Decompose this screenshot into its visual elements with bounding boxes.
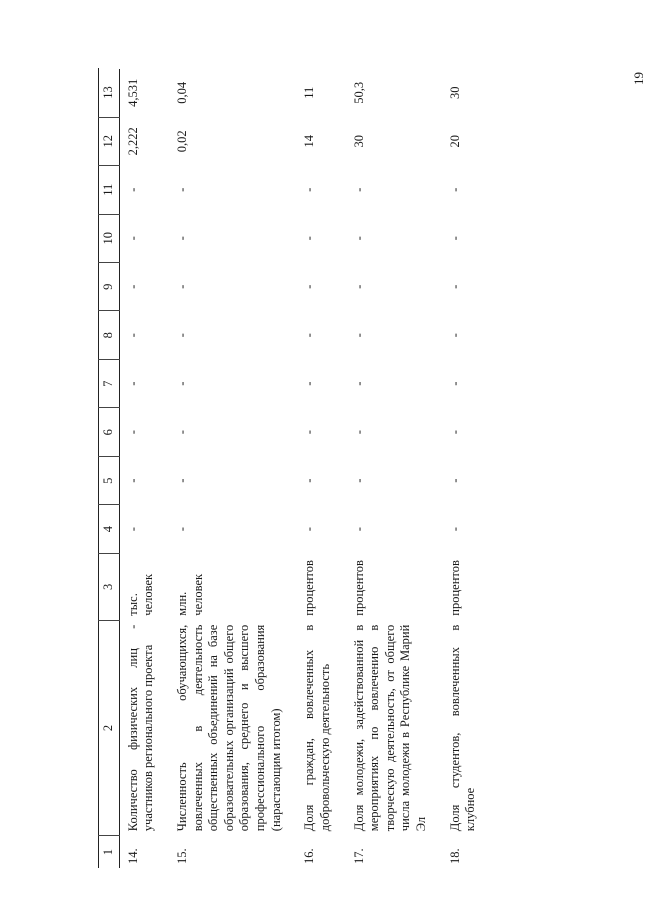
value-cell: - xyxy=(351,284,366,289)
unit-cell: млн. человек xyxy=(174,573,205,616)
value-cell: - xyxy=(125,527,140,532)
indicator-name: Доля студентов, вовлеченных в клубное xyxy=(447,624,478,832)
value-cell: - xyxy=(447,284,462,289)
value-cell: - xyxy=(174,284,189,289)
value-cell: - xyxy=(447,381,462,386)
header-cell: 2 xyxy=(99,620,120,835)
unit-cell: процентов xyxy=(351,560,366,616)
value-cell: - xyxy=(351,478,366,483)
indicator-name: Доля граждан, вовлеченных в добровольческую деятельность xyxy=(302,624,332,832)
unit-cell: тыс. человек xyxy=(125,573,156,616)
value-cell: - xyxy=(125,478,140,483)
header-cell: 7 xyxy=(99,359,120,407)
value-cell: - xyxy=(447,187,462,192)
table-row xyxy=(169,69,296,869)
row-number: 16. xyxy=(302,848,317,864)
value-cell: - xyxy=(125,333,140,338)
indicators-table xyxy=(98,68,491,868)
value-cell: - xyxy=(351,430,366,435)
header-cell: 3 xyxy=(99,553,120,620)
value-cell: - xyxy=(447,478,462,483)
value-cell: - xyxy=(351,187,366,192)
value-cell: - xyxy=(174,381,189,386)
table-row xyxy=(346,69,442,869)
value-cell: - xyxy=(174,236,189,241)
row-number: 17. xyxy=(351,848,366,864)
value-cell: - xyxy=(351,381,366,386)
unit-cell: процентов xyxy=(302,560,317,616)
value-cell: - xyxy=(447,236,462,241)
value-cell: - xyxy=(125,381,140,386)
value-cell: - xyxy=(125,430,140,435)
page-number: 19 xyxy=(631,72,646,85)
value-cell: - xyxy=(447,333,462,338)
table-row xyxy=(296,69,345,869)
value-cell: - xyxy=(302,430,317,435)
value-cell: - xyxy=(125,284,140,289)
value-cell: 2,222 xyxy=(125,127,140,156)
value-cell: - xyxy=(174,478,189,483)
value-cell: 30 xyxy=(447,86,462,100)
value-cell: - xyxy=(302,381,317,386)
header-cell: 10 xyxy=(99,214,120,262)
value-cell: 0,04 xyxy=(174,81,189,104)
value-cell: - xyxy=(447,430,462,435)
indicator-name: Численность обучающихся, вовлеченных в деятельность общественных объединений на базе образовательных организаций общего образования, среднего и высшего профессионального образования (нарастающим итогом) xyxy=(174,624,283,832)
header-cell: 5 xyxy=(99,456,120,504)
value-cell: - xyxy=(302,187,317,192)
row-number: 15. xyxy=(174,848,189,864)
value-cell: - xyxy=(302,333,317,338)
header-cell: 12 xyxy=(99,117,120,165)
header-cell: 13 xyxy=(101,86,115,99)
value-cell: 4,531 xyxy=(125,78,140,107)
header-cell: 1 xyxy=(99,836,120,868)
header-cell: 8 xyxy=(99,311,120,359)
header-cell: 11 xyxy=(99,166,120,214)
row-number: 18. xyxy=(447,848,462,864)
row-number: 14. xyxy=(125,848,140,864)
table-row xyxy=(442,69,491,869)
value-cell: 50,3 xyxy=(351,81,366,104)
indicator-name: Количество физических лиц - участников регионального проекта xyxy=(125,624,156,832)
header-cell: 4 xyxy=(99,505,120,553)
value-cell: - xyxy=(174,527,189,532)
value-cell: - xyxy=(125,187,140,192)
value-cell: - xyxy=(302,284,317,289)
indicator-name: Доля молодежи, задействованной в мероприятиях по вовлечению в творческую деятельность, от общего числа молодежи в Республике Марий Эл xyxy=(351,624,428,832)
value-cell: - xyxy=(351,236,366,241)
value-cell: - xyxy=(447,527,462,532)
value-cell: - xyxy=(174,187,189,192)
unit-cell: процентов xyxy=(447,560,462,616)
value-cell: - xyxy=(174,430,189,435)
header-cell: 9 xyxy=(99,263,120,311)
value-cell: 11 xyxy=(302,86,317,99)
indicators-table-wrapper xyxy=(98,68,598,868)
table-row xyxy=(119,69,169,869)
value-cell: - xyxy=(125,236,140,241)
value-cell: - xyxy=(302,236,317,241)
value-cell: 14 xyxy=(302,135,317,148)
table-header-row xyxy=(99,69,120,869)
value-cell: - xyxy=(351,333,366,338)
value-cell: 0,02 xyxy=(174,130,189,153)
value-cell: - xyxy=(351,527,366,532)
value-cell: 30 xyxy=(351,135,366,148)
value-cell: - xyxy=(302,527,317,532)
value-cell: - xyxy=(174,333,189,338)
value-cell: - xyxy=(302,478,317,483)
header-cell: 6 xyxy=(99,408,120,456)
value-cell: 20 xyxy=(447,135,462,148)
